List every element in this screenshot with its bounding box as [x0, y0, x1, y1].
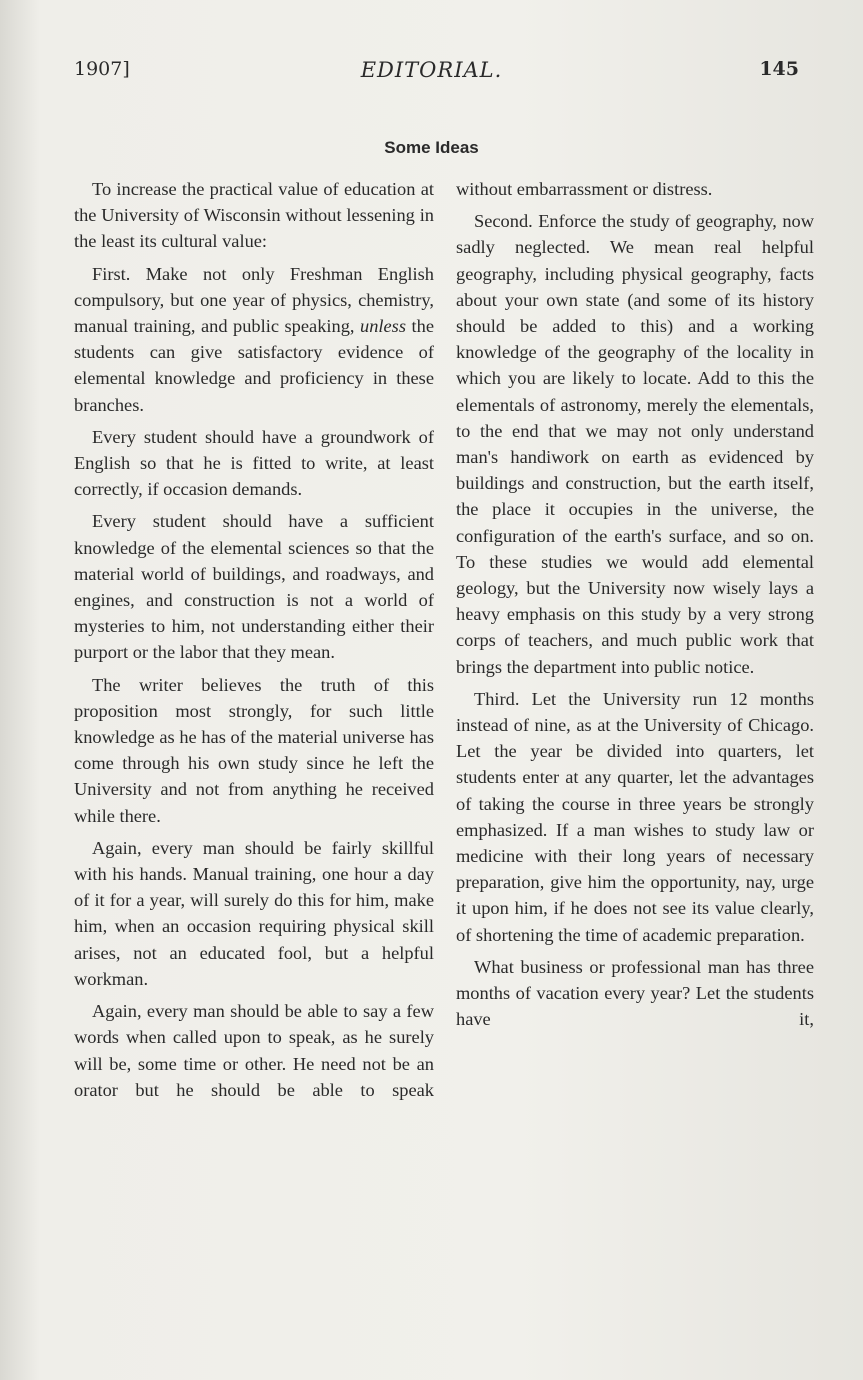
- page-number: 145: [759, 58, 799, 80]
- left-column: [74, 176, 434, 1109]
- left-paragraph-3: Every student should have a groundwork of English so that he is fitted to write, at least correctly, if occasion demands.: [74, 426, 434, 500]
- header-section-title: EDITORIAL.: [360, 58, 503, 82]
- right-paragraph-2: Second. Enforce the study of geography, now sadly neglected. We mean real helpful geography, including physical geography, facts about your own state (and some of its history should be added to this) and a working knowledge of the geography of the locality in which you are likely to locate. Add to this the elementals of astronomy, merely the elementals, to the end that we may not only understand man's handiwork on earth as evidenced by buildings and construction, but the earth itself, the place it occupies in the universe, the configuration of the earth's surface, and so on. To these studies we would add elemental geology, but the University now wisely lays a heavy emphasis on this study by a very strong corps of teachers, and much public work that brings the department into public notice.: [456, 211, 814, 677]
- right-paragraph-4: What business or professional man has three months of vacation every year? Let the students have it,: [456, 956, 814, 1030]
- right-column: [456, 176, 814, 1039]
- left-paragraph-1: To increase the practical value of education at the University of Wisconsin without lessening in the least its cultural value:: [74, 179, 434, 252]
- article-title: Some Ideas: [384, 138, 479, 157]
- header-year: 1907]: [74, 58, 130, 80]
- left-paragraph-2-after: the students can give satisfactory evidence of elemental knowledge and proficiency in these branches.: [74, 316, 434, 415]
- left-paragraph-2-emphasis: unless: [360, 316, 406, 337]
- running-head: [0, 58, 863, 88]
- left-paragraph-4: Every student should have a sufficient knowledge of the elemental sciences so that the material world of buildings, and roadways, and engines, and construction is not a world of mysteries to him, not understanding either their purport or the labor that they mean.: [74, 511, 434, 663]
- left-paragraph-5: The writer believes the truth of this proposition most strongly, for such little knowledge as he has of the material universe has come through his own study since he left the University and not from anything he received while there.: [74, 674, 434, 826]
- left-paragraph-2-before: First. Make not only Freshman English compulsory, but one year of physics, chemistry, manual training, and public speaking,: [74, 263, 434, 337]
- right-paragraph-3: Third. Let the University run 12 months instead of nine, as at the University of Chicago. Let the year be divided into quarters, let students enter at any quarter, let the advantages of taking the course in three years be strongly emphasized. If a man wishes to study law or medicine with their long years of necessary preparation, give him the opportunity, nay, urge it upon him, if he does not see its value clearly, of shortening the time of academic preparation.: [456, 688, 814, 945]
- left-paragraph-6: Again, every man should be fairly skillful with his hands. Manual training, one hour a day of it for a year, will surely do this for him, make him, when an occasion requiring physical skill arises, not an educated fool, but a helpful workman.: [74, 837, 434, 989]
- right-paragraph-1: without embarrassment or distress.: [456, 179, 713, 199]
- left-paragraph-7: Again, every man should be able to say a few words when called upon to speak, as he surely will be, some time or other. He need not be an orator but he should be able to speak: [74, 1001, 434, 1100]
- left-paragraph-2: [74, 261, 434, 418]
